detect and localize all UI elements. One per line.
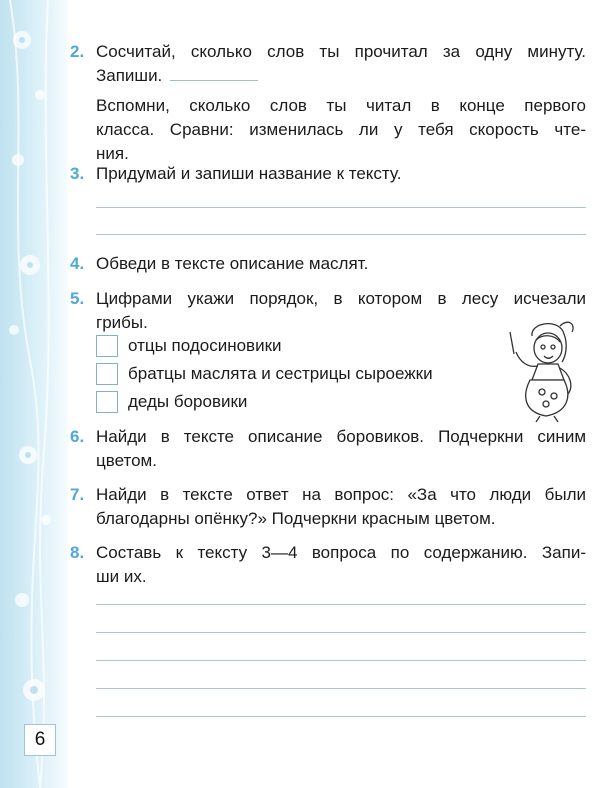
task-number: 5. — [70, 289, 85, 308]
task-number: 8. — [70, 543, 85, 562]
task-text-line: Вспомни, сколько слов ты читал в конце первого — [96, 96, 586, 115]
writing-line[interactable] — [96, 604, 586, 605]
task-number: 2. — [70, 42, 85, 61]
task-text-line: Цифрами укажи порядок, в котором в лесу исчезали — [96, 289, 586, 308]
task-text-line: Найди в тексте ответ на вопрос: «За что люди были — [96, 485, 586, 504]
task-number: 4. — [70, 254, 85, 273]
option-label: отцы подосиновики — [128, 336, 282, 355]
order-checkbox[interactable] — [96, 335, 118, 357]
writing-line[interactable] — [96, 234, 586, 235]
task-number: 7. — [70, 485, 85, 504]
flower-ornament — [0, 0, 68, 788]
writing-line[interactable] — [96, 688, 586, 689]
option-row — [96, 389, 247, 415]
task-3 — [70, 162, 586, 186]
task-text-line: Запиши. — [96, 64, 586, 88]
writing-line[interactable] — [96, 660, 586, 661]
option-row — [96, 361, 433, 387]
answer-blank[interactable] — [170, 66, 258, 81]
option-label: братцы маслята и сестрицы сыроежки — [128, 364, 433, 383]
girl-with-pencil-illustration — [502, 316, 588, 424]
task-text-line: благодарны опёнку?» Подчеркни красным цветом. — [96, 509, 496, 528]
task-number: 6. — [70, 427, 85, 446]
task-text-line: Составь к тексту 3—4 вопроса по содержанию. Запи- — [96, 543, 586, 562]
task-text-line: грибы. — [96, 313, 148, 332]
decorative-side-strip — [0, 0, 68, 788]
option-label: деды боровики — [128, 392, 248, 411]
task-2 — [70, 40, 586, 163]
task-text-line: Сосчитай, сколько слов ты прочитал за одну минуту. — [96, 42, 586, 61]
task-6 — [70, 425, 586, 475]
writing-line[interactable] — [96, 716, 586, 717]
option-row — [96, 333, 282, 359]
task-text-line: цветом. — [96, 451, 157, 470]
task-8 — [70, 541, 586, 591]
writing-line[interactable] — [96, 632, 586, 633]
order-checkbox[interactable] — [96, 391, 118, 413]
writing-line[interactable] — [96, 207, 586, 208]
task-7 — [70, 483, 586, 533]
task-4 — [70, 252, 586, 276]
task-text-line: ния. — [96, 144, 129, 163]
task-text-line: класса. Сравни: изменилась ли у тебя скорость чте- — [96, 120, 586, 139]
task-text-line: Обведи в тексте описание маслят. — [96, 254, 369, 273]
task-text-line: Придумай и запиши название к тексту. — [96, 164, 402, 183]
task-text-line: Найди в тексте описание боровиков. Подчеркни синим — [96, 427, 586, 446]
page-number: 6 — [24, 724, 56, 756]
task-number: 3. — [70, 164, 85, 183]
order-checkbox[interactable] — [96, 363, 118, 385]
task-text-line: ши их. — [96, 567, 147, 586]
